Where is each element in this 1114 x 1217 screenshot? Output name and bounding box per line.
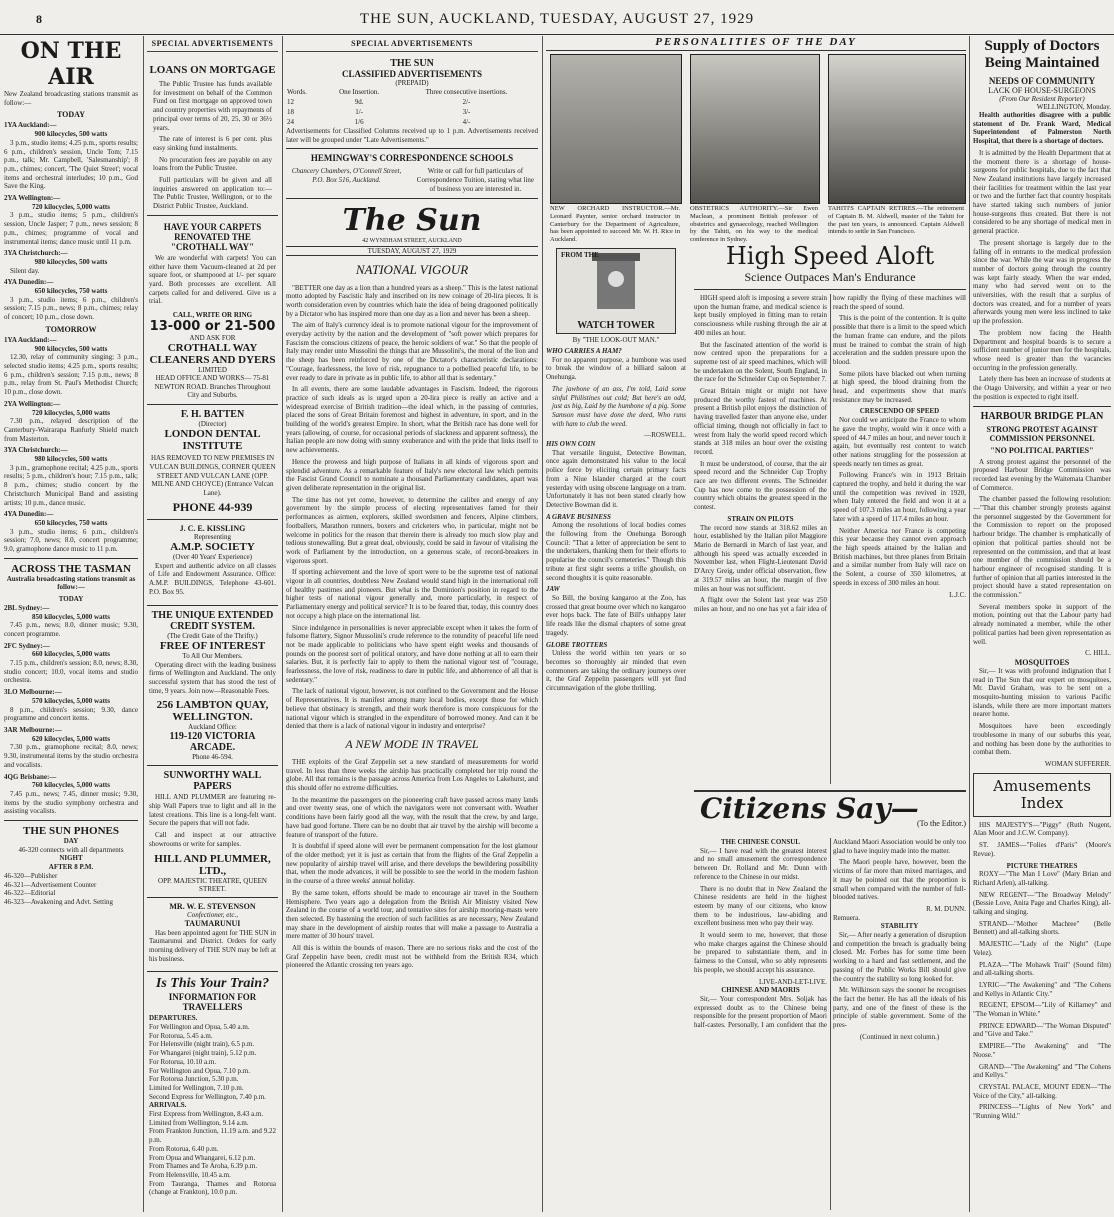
mosquitoes-heading: MOSQUITOES: [1014, 657, 1070, 667]
section-label: SPECIAL ADVERTISEMENTS: [286, 36, 538, 52]
section-label: SPECIAL ADVERTISEMENTS: [147, 36, 278, 52]
limited: LIMITED: [198, 366, 227, 375]
tower-icon: [557, 249, 675, 331]
representing: Representing: [194, 532, 231, 541]
credit-sub: (The Credit Gate of the Thrifty.): [167, 631, 258, 640]
auckland-address: 119-120 VICTORIA ARCADE.: [169, 731, 256, 754]
tasman-heading: ACROSS THE TASMAN: [11, 562, 131, 575]
doctors-title: Supply of Doctors Being Maintained: [984, 38, 1100, 71]
hemingway-title: HEMINGWAY'S CORRESPONDENCE SCHOOLS: [310, 153, 514, 164]
rates-table: Words. One Insertion. Three consecutive insertions. 12 9d. 2/- 18 1/- 3/- 24 1/6 4/-: [286, 87, 538, 127]
watch-tower-title: WATCH TOWER: [577, 320, 655, 331]
special-ads-column: [147, 36, 278, 1212]
high-speed-subtitle: Science Outpaces Man's Endurance: [744, 270, 916, 284]
kissling-name: J. C. E. KISSLING: [179, 523, 246, 533]
tomorrow-heading: TOMORROW: [45, 324, 97, 334]
citizens-header: [700, 792, 966, 828]
stevenson-text: Has been appointed agent for THE SUN in Taumarunui and District. Orders for early morning delivery of THE SUN may be left at his business.: [149, 928, 277, 963]
high-speed-text: HIGH speed aloft is imposing a severe strain upon the human frame, and medical science is kept busily employed in fitting man to retain consciousness while rushing through the air at 400 miles an hour. But the fascinated attention of the world is now centred upon the preparations for a supreme test of air speed machines, which will be undertaken on the Solent, South England, in the race for the Schneider Cup on September 7. Great Britain might or might not have produced the worthy fastest of machines. At present a British pilot enjoys the distinction of having travelled faster than anyone else, under official timing, though not officially in fact to wrest from Italy the world speed record which stands at 318 miles an hour over the existing record. It must be understood, of course, that the air speed record and the Schneider Cup Trophy race are two different events. The Schneider Cup has now come to the possession of the country which obtains the greatest speed in the contest. STRAIN ON PILOTS The record now stands at 318.62 miles an hour, established by the Italian pilot Maggiore Mario de Bernardi in March of last year, and although his speed was actually exceeded in November last, when Flight-Lieutenant David D'Arcy Greig, under official observation, flew at 319.57 miles an hour, the margin of five miles an hour was not sufficient. A flight over the Solent last year was 250 miles an hour, and no one has yet a fair idea of how rapidly the flying of these machines will reach the speed of sound. This is the point of the contention. It is quite possible that there is a limit to the speed which the human frame can endure, and the pilots must be trained to combat the strain of high acceleration and the sudden pressure upon the blood. Some pilots have blacked out when turning at high speed, the blood draining from the head, and experiments show that man's resistance may be increased. CRESCENDO OF SPEED Nor could we anticipate the France to whom he gave the trophy, would win it once with a speed of 44.7 miles an hour, and never touch it again, but eventually rest content to watch other nations struggling for the possession at speeds nearly ten times as great. Following France's win in 1913 Britain captured the trophy, and held it during the war until the competition was revived in 1920, when Italy entered the field and won it at a speed of 107.3 miles an hour, following a year later with a speed of 117.4 miles an hour. Neither America nor France is competing this year because they cannot even approach the high speeds attained by the Italian and British machines, but three planes from Britain and a similar number from Italy will race on the Solent, a course of 350 kilometres, at speeds in excess of 300 miles an hour. L.J.C.: [694, 294, 966, 613]
stevenson-sub: Confectioner, etc.,: [187, 910, 238, 919]
citizens-letters: THE CHINESE CONSUL Sir,— I have read with the greatest interest and no small amusement the correspondence between Dr. Rolland and Mr. Dunn with reference to the Chinese in our midst. There is no doubt that in New Zealand the Chinese residents are held in the highest esteem by many of our citizens, who know them to be industrious, law-abiding and excellent business men who pay their way. It would seem to me, however, that those who make charges against the Chinese should be prepared to substantiate them, and in fairness to the Consul, who so ably represents his people, we should accept his assurance. LIVE-AND-LET-LIVE. CHINESE AND MAORIS Sir,— Your correspondent Mrs. Soljak has expressed doubt as to the Chinese being responsible for the present proportion of Maori half-castes. Personally, I am confident that the Auckland Maori Association would be only too glad to have inquiry made into the matter. The Maori people have, however, been the victims of far more than mixed marriages, and it may be pointed out that the proportion is small when compared with the number of full-blooded natives. R. M. DUNN. Remuera. STABILITY Sir,— After nearly a generation of disruption and competition the breach is gradually being closed. Mr. Forbes has for some time been working to a hard and fast settlement, and the passing of the Public Works Bill should give the country the stability so long looked for. Mr. Wilkinson says the sooner he recognises the fact the better. He has all the ideals of his party, and one of the finest of these is the principle of stable government. Some of the pres- (Continued in next column.): [694, 838, 966, 1041]
maclean-photo: [690, 54, 820, 204]
sunworthy-text: HILL AND PLUMMER are featuring re-ship Wall Papers true to light and all in the latest creations. This line is a long-felt want. Secure the papers that will not fade. Call and inspect at our attractive showrooms or write for samples.: [149, 793, 276, 848]
column-rule: [143, 36, 144, 1212]
masthead: THE SUN, AUCKLAND, TUESDAY, AUGUST 27, 1929: [359, 11, 755, 27]
credit-title: THE UNIQUE EXTENDED CREDIT SYSTEM.: [151, 609, 274, 632]
intro: New Zealand broadcasting stations transmit as follow:—: [4, 90, 138, 107]
train-title: Is This Your Train?: [155, 976, 270, 992]
personalities-banner: PERSONALITIES OF THE DAY: [546, 36, 966, 51]
no-political: "NO POLITICAL PARTIES": [990, 445, 1094, 455]
director: (Director): [198, 420, 227, 429]
byline: By "THE LOOK-OUT MAN.": [572, 336, 660, 344]
call-write-ring: CALL, WRITE OR RING: [172, 311, 253, 320]
editorial-column: [286, 36, 538, 1212]
amusements-box: [973, 773, 1111, 817]
stevenson-town: TAUMARUNUI: [184, 918, 241, 928]
sun-phones-heading: THE SUN PHONES: [23, 825, 119, 838]
amp-sub: (Over 40 Years' Experience): [172, 552, 252, 561]
paynter-caption: NEW ORCHARD INSTRUCTOR.—Mr. Leonard Paynter, senior orchard instructor in Canterbury for the Department of Agriculture, has been appointed to succeed Mr. W. H. Rice in Auckland.: [550, 205, 680, 244]
from-the: FROM THE: [561, 251, 599, 259]
classified-note: Advertisements for Classified Columns received up to 1 p.m. Advertisements received later will be grouped under "Late Advertisements.": [286, 127, 538, 144]
high-speed-header: [694, 242, 966, 290]
aldwell-caption: TAHITI'S CAPTAIN RETIRES.—The retirement of Captain B. M. Aldwell, master of the Tahiti for the past ten years, is announced. Captain Aldwell intends to settle in San Francisco.: [828, 205, 964, 236]
sunworthy-title: SUNWORTHY WALL PAPERS: [163, 770, 262, 793]
mosquitoes-text: Sir,— It was with profound indignation that I read in The Sun that our expert on mosquitoes, Mr. David Graham, was to be sent on a mosquito-hunting mission to various Pacific islands, while there are more important matters nearer home. Mosquitoes have been exceedingly troublesome in many of our suburbs this year, and nothing has been done by the authorities to combat them. WOMAN SUFFERER.: [973, 666, 1111, 768]
credit-to: To All Our Members.: [182, 651, 243, 660]
loans-text: The Public Trustee has funds available for investment on behalf of the Common Fund on first mortgage on approved town and country properties with repayments of principal over terms of 20, 25, 30 or 36½ years. The rate of interest is 6 per cent. plus easy sinking fund instalments. No procuration fees are payable on any loans from the Public Trustee. Full particulars will be given and all inquiries answered on application to:— The Public Trustee, Wellington, or to the District Public Trustee, Auckland.: [153, 80, 272, 211]
page-number: 8: [36, 12, 42, 26]
watch-tower-column: [546, 246, 686, 1211]
citizens-title: Citizens Say—: [700, 792, 919, 825]
strong-protest: STRONG PROTEST AGAINST COMMISSION PERSONNEL: [986, 424, 1098, 443]
needs-heading: NEEDS OF COMMUNITY: [988, 76, 1096, 86]
editorial-title: NATIONAL VIGOUR: [355, 261, 469, 277]
table-row: 18 1/- 3/-: [287, 108, 471, 116]
on-the-air-title: ON THE AIR: [20, 38, 122, 90]
watch-tower-logo: [556, 248, 676, 334]
editorial-text: "BETTER one day as a lion than a hundred years as a sheep." This is the latest national motto adopted by Fascistic Italy and inscribed on its new coinage of 20-lira pieces. It is worth consideration even by countries which hate the idea of being dragooned politically by a Dictator who has inspired more than one day as a lion and never has been a sheep. The aim of Italy's currency ideal is to promote national vigour for the improvement of everyday activity by the nation and the development of "soft power which prepares for Fascism the conscious citizens of peace, the heroic soldiers of war." So that the people of Italy may render unto Mussolini the things that are Mussolini's, the moral of the lion and the sheep has been reinforced by one of the Dictator's characteristic declarations: "Courage, fearlessness, the love of risk, repugnance to a potbellied peaceful life, to be ever ready to dare in private as in public life, to abhor all that is sedentary." In all events, there are some laudable advantages in Fascism. Indeed, the rigorous practice of such ideals as is urged upon a 20-lira piece is really an active and a widespread exercise of British tradition—the ideal which, in the passing of centuries, placed the sons of Great Britain foremost and highest in adventure, in sport, and in the building of the world's greatest Empire. In short, what the British race has done well for years (allowing, of course, for occasional periods of slackness and apparent softness), the Italian people are now doing with sunny exuberance and with the pride that links itself to new achievements. Hence the prowess and high purpose of Italians in all kinds of vigorous sport and splendid adventure. As a remarkable feature of Italy's new electoral law which permits the Fascist Grand Council to nominate a thousand Parliamentary candidates, apart was given deliberate representation in the original list. The time has not yet come, however, to determine the calibre and energy of any government by the simple process of electing representatives famed for their performances as airmen, explorers, skilled swordsmen and fencers, Alpine climbers, footballers, Marathon runners, boxers and cricketers who, in particular, might not be welcome in politics for the reason that therein there is already too much slow play and tedious stonewalling. But a great deal, obviously, could be said in favour of vitalising the work of Parliament by the introduction, on a generous scale, of record-breakers in vigorous sport. If sporting achievement and the love of sport were to be the supreme test of national vigour in all countries, doubtless New Zealand would stand high in the international roll of healthy pastimes and pioneers. But what is the Dominion's position in regard to the higher tests of national vigour generally and, more particularly, in respect of Parliamentary energy and political service? It is to be feared that, today, this country does not occupy a high place on the international list. Since indulgence in personalities is never appreciable except when it takes the form of fulsome flattery, Signor Mussolini's crude reference to the rotundity of peaceful life need not be made applicable to politicians who have spent eight weeks and thousands of pounds on the poorest sort of political oratory, and have done nothing at all to earn their salaries. But, it is perfectly fair to apply to them the national vigour test of "courage, fearlessness, the love of risk, readiness to dare in public life, and abhorrence of all that is sedentary." The lack of national vigour, however, is not confined to the Government and the House of Representatives. It is manifest among many local bodies, except those for which believe that obstinacy is strength, and their work therefore is more conspicuous for the national vigour which is strangled in the expenditure of borrowed money. And can it be denied that there is a lack of national vigour in industry and enterprise?: [286, 283, 538, 731]
column-rule: [542, 36, 543, 1212]
hill-plummer: HILL AND PLUMMER, LTD.,: [154, 852, 271, 877]
aldwell-photo: [828, 54, 966, 204]
page-header: [0, 0, 1114, 35]
travel-text: THE exploits of the Graf Zeppelin set a new standard of measurements for world travel. In less than three weeks the airship has practically completed her trip round the globe. All that remains is the passage across America from Los Angeles to Lakehurst, and this should offer no extreme difficulties. In the meantime the passengers on the pioneering craft have passed across many lands and over twenty seas, one of which the navigators were not conversant with. Weather conditions have been fairly good all the way, with the result that the crew, by and large, have had good fortune. There can be no doubt that air travel by the airship will become a feature of transport of the future. It is doubtful if speed alone will ever be permanent compensation for the lost glamour of the older method; yet it is just as certain that from the flights of the Graf Zeppelin a new popularity of airship travel will arise, and there develops the bewildering possibility that, when the mode advances, it will be possible to see the world in the modern fashion in the course of a three weeks' annual holiday. By the same token, efforts should be made to encourage air travel in the Southern Hemisphere. Two years ago a delegation from the British Air Ministry visited New Zealand in the course of a world tour, and tentative sites for airship mooring-masts were then selected. By hastening the erection of such facilities as are necessary, New Zealand may share in the development of airship routes that will make a passage to Australia a mere matter of 30 hours' travel. All this is within the bounds of reason. There are no serious risks and the cost of the Graf Zeppelin have been, credit must not be withheld from the British R34, which pioneered the Atlantic crossing ten years ago.: [286, 757, 538, 970]
ask-for: AND ASK FOR: [189, 334, 236, 343]
amusements-list: HIS MAJESTY'S—"Piggy" (Ruth Nugent, Alan Moor and J.C.W. Company). ST. JAMES—"Folies d'Paris" (Moore's Revue). PICTURE THEATRES ROXY—"The Man I Love" (Mary Brian and Richard Arlen), all-talking. NEW REGENT—"The Broadway Melody" (Bessie Love, Anita Page and Charles King), all-talking and singing. STRAND—"Mother Machree" (Belle Bennett) and all-talking shorts. MAJESTIC—"Lady of the Night" (Lupe Velez). PLAZA—"The Mohawk Trail" (Sound film) and all-talking shorts. LYRIC—"The Awakening" and "The Cohens and Kellys in Atlantic City." REGENT, EPSOM—"Lily of Killarney" and "The Woman in White." PRINCE EDWARD—"The Woman Disputed" and "Give and Take." EMPIRE—"The Awakening" and "The Noose." GRAND—"The Awakening" and "The Cohens and Kellys." CRYSTAL PALACE, MOUNT EDEN—"The Voice of the City," all-talking. PRINCESS—"Lights of New York" and "Running Wild.": [973, 820, 1111, 1121]
amp-society: A.M.P. SOCIETY: [170, 540, 255, 553]
dental-phone: PHONE 44-939: [172, 499, 253, 514]
amp-text: Expert and authentic advice on all classes of Life and Endowment Assurance. Office: A.M.P. BUILDINGS, Telephone 43-601. P.O. Box 95.: [149, 561, 276, 596]
sun-phones: DAY 46-320 connects with all departments NIGHT AFTER 8 P.M. 46-320—Publisher 46-321—Advertisement Counter 46-322—Editorial 46-323—Awakening and Advt. Setting: [4, 837, 124, 906]
train-timetable: DEPARTURES. For Wellington and Opua, 5.40 a.m. For Rotorua, 5.45 a.m. For Helensville (night train), 6.5 p.m. For Whangarei (night train), 5.12 p.m. For Rotorua, 10.10 a.m. For Wellington and Opua, 7.10 p.m. For Rotorua Junction, 5.30 p.m. Limited for Wellington, 7.10 p.m. Second Express for Wellington, 7.40 p.m. ARRIVALS. First Express from Wellington, 8.43 a.m. Limited from Wellington, 9.14 a.m. From Frankton Junction, 11.19 a.m. and 9.22 p.m. From Rotorua, 6.40 p.m. From Opua and Whangarei, 6.12 p.m. From Thames and Te Aroha, 6.39 p.m. From Helensville, 10.45 a.m. From Tauranga, Thames and Rotorua (change at Frankton), 10.0 p.m.: [149, 1014, 276, 1197]
lack-heading: LACK OF HOUSE-SURGEONS: [988, 86, 1096, 95]
paynter-photo: [550, 54, 682, 204]
works-address: HEAD OFFICE AND WORKS— 75-81 NEWTON ROAD. Branches Throughout City and Suburbs.: [154, 374, 271, 400]
crothall-name: CROTHALL WAY CLEANERS AND DYERS: [149, 342, 276, 367]
prepaid: (PREPAID): [395, 79, 429, 87]
hill-plummer-address: OPP. MAJESTIC THEATRE, QUEEN STREET.: [158, 876, 267, 893]
carpets-title: HAVE YOUR CARPETS RENOVATED THE "CROTHALL WAY": [163, 221, 262, 252]
travel-title: A NEW MODE IN TRAVEL: [345, 736, 479, 751]
doctors-text: Health authorities disagree with a public statement of Dr. Frank Ward, Medical Superintendent of Palmerston North Hospital, that there is a shortage of doctors. It is admitted by the Health Department that at the moment there is a shortage of house-surgeons for public hospitals, due to the fact that New Zealand institutions have largely increased their facilities for treatment within the last year or two and the further fact that country hospitals have started taking such numbers of junior house-surgeons thus created. But there is not considered to be any shortage of medical men in general practice. The present shortage is largely due to the falling off in entrants to the medical profession since the war. While the war was in progress the number of doctors going through the country was kept fairly steady. When the war ended, many who had served went on to the universities, with the result that a surplus of doctors was created, and for a number of years afterwards young men were less inclined to take up the profession. The problem now facing the Health Department and hospital boards is to secure a sufficient number of junior men for the hospitals, whose need is greater than the vacancies occurring in the profession generally. Lately there has been an increase of students at the Otago University, and within a year or two the position is expected to right itself.: [973, 111, 1111, 401]
classified-title: THE SUN: [390, 58, 434, 69]
maclean-caption: OBSTETRICS AUTHORITY.—Sir Ewen Maclean, a prominent British professor of obstetrics and gynaecology, reached Wellington by the Tahiti, on his way to the medical conference in Sydney.: [690, 205, 818, 244]
auckland-office: Auckland Office:: [188, 723, 237, 732]
batten-name: F. H. BATTEN: [180, 409, 245, 421]
to-editor: (To the Editor.): [917, 819, 966, 828]
column-rule: [969, 36, 970, 1212]
credit-address: 256 LAMBTON QUAY, WELLINGTON.: [156, 699, 269, 724]
harbour-title: HARBOUR BRIDGE PLAN: [980, 410, 1104, 422]
loans-title: LOANS ON MORTGAGE: [149, 64, 276, 76]
paper-nameplate: The Sun: [342, 202, 482, 238]
tasman-schedule: Australia broadcasting stations transmit as follow:— TODAY 2BL Sydney:— 850 kilocycles, 5,000 watts 7.45 p.m., news; 8.0, dinner music; 9.30, concert programme. 2FC Sydney:— 660 kilocycles, 5,000 watts 7.15 p.m., children's session; 8.0, news; 8.30, studio concert; 10.0, vocal items and studio orchestra. 3LO Melbourne:— 570 kilocycles, 5,000 watts 8 p.m., children's session; 9.30, dance programme and concert items. 3AR Melbourne:— 620 kilocycles, 5,000 watts 7.30 p.m., gramophone recital; 8.0, news; 9.30, instrumental items by the studio orchestra and vocalists. 4QG Brisbane:— 760 kilocycles, 5,000 watts 7.45 p.m., news; 7.45, dinner music; 9.30, items by the studio symphony orchestra and assisting vocalists.: [4, 574, 138, 816]
reporter-line: (From Our Resident Reporter): [999, 95, 1085, 103]
dental-institute: LONDON DENTAL INSTITUTE: [164, 428, 261, 453]
train-info: INFORMATION FOR TRAVELLERS: [168, 992, 257, 1013]
dental-text: HAS REMOVED TO NEW PREMISES IN VULCAN BUILDINGS, CORNER QUEEN STREET AND VULCAN LANE (OPP. MILNE AND CHOYCE) (Entrance Vulcan Lane).: [149, 454, 276, 497]
carpets-text: We are wonderful with carpets! You can either have them Vacuum-cleaned at 2d per square foot, or shampooed at 1/- per square yard. Both processes are excellent. All carpets called for and delivered. Give us a trial.: [149, 253, 276, 306]
tomorrow-schedule: 1YA Auckland:— 900 kilocycles, 500 watts 12.30, relay of community singing; 3 p.m., selected studio items; 4.25 p.m., sports results; 6 p.m., children's session; 7.15 p.m., news; 8 p.m., relay from St. Paul's Methodist Church; 10 p.m., close down. 2YA Wellington:— 720 kilocycles, 5,000 watts 7.30 p.m., relayed description of the Canterbury-Wairarapa Ranfurly Shield match from Masterton. 3YA Christchurch:— 980 kilocycles, 500 watts 3 p.m., gramophone recital; 4.25 p.m., sports results; 5 p.m., children's hour; 7.15 p.m., talk; 8 p.m., chimes; studio concert by the Christchurch Municipal Band and assisting artists; 10 p.m., dance music. 4YA Dunedin:— 650 kilocycles, 750 watts 3 p.m., studio items; 6 p.m., children's session; 7.0, news; 8.0, concert programme; 9.0, gramophone dance music to 11 p.m.: [4, 335, 138, 554]
credit-text: Operating direct with the leading business firms of Wellington and Auckland. The only successful system that has stood the test of time, 9 years. Join now—Reasonable Fees.: [149, 660, 276, 695]
auckland-phone: Phone 46-594.: [192, 753, 233, 762]
high-speed-title: High Speed Aloft: [725, 242, 935, 270]
table-row: 24 1/6 4/-: [287, 118, 471, 126]
on-the-air-column: [4, 36, 138, 1212]
dateline: WELLINGTON, Monday.: [1036, 103, 1111, 111]
hemingway-ad: Chancery Chambers, O'Connell Street, P.O. Box 516, Auckland. Write or call for full particulars of Correspondence Tuition, stating what line of business you are interested in.: [291, 167, 535, 193]
watch-tower-text: WHO CARRIES A HAM? For no apparent purpose, a humbone was used to break the window of a billiard saloon at Onehunga. The jawbone of an ass, I'm told, Laid some sinful Philistines out cold; But here's an odd, just as big, Laid by the humbone of a pig. Some Samson must have done the deed, Who runs with ham to club the weed. —ROSWELL. HIS OWN COIN That versatile linguist, Detective Bowman, once again demonstrated his value to the local police force by eliciting certain primary facts from a Niue Islander charged at the court yesterday with using obscene language on a tram. Unfortunately it has not been stated clearly how Detective Bowman did it. A GRAVE BUSINESS Among the resolutions of local bodies comes the following from the Onehunga Borough Council: "That a letter of appreciation be sent to the undertakers, thanking them for their efforts to popularise the council's cemeteries." Though this tribute at first sight seems a trifle ghoulish, on second thoughts it is quite reasonable. JAW So Bill, the boxing kangaroo at the Zoo, has crossed that great bourne over which no kangaroo ever hops back. The fate of Bill's unhappy later life reads like the dismal chapters of some great tragedy. GLOBE TROTTERS Unless the world within ten years or so becomes so thoroughly air minded that even commoners are taking the ordinary journeys over it, the Graf Zeppelin passengers will yet find circumnavigation of the globe thrilling.: [546, 347, 686, 693]
today-heading: TODAY: [56, 110, 85, 120]
harbour-text: A strong protest against the personnel of the proposed Harbour Bridge Commission was recorded last evening by the Waitemata Chamber of Commerce. The chamber passed the following resolution:—"That this chamber strongly protests against the personnel suggested by the Government for the Commission to report on the proposed harbour bridge. The chamber is emphatically of opinion that political parties should not be represented on the commission, and that at least one member of the commission should be a harbour engineer of recognised standing. It is further of opinion that all parties interested in the project should have a stated representation on the commission." Several members spoke in support of the motion, pointing out that the Labour party had already nominated a member, while the other political parties had been given representation as well. C. HILL.: [973, 457, 1111, 658]
column-rule: [282, 36, 283, 1212]
phone-numbers: 13-000 or 21-500: [149, 319, 276, 335]
today-schedule: 1YA Auckland:— 900 kilocycles, 500 watts 3 p.m., studio items; 4.25 p.m., sports results; 6 p.m., children's session, Uncle Tom; 7.15 p.m., talk; Mr. Campbell, 'Salesmanship'; 8 p.m., chimes; concert, 'The Quiet Street'; vocal items and orchestral interludes; 10 p.m., God Save the King. 2YA Wellington:— 720 kilocycles, 5,000 watts 3 p.m., studio items; 5 p.m., children's session, Uncle Jasper; 7 p.m., news session; 8 p.m., chimes; programme of vocal and instrumental items; dance music until 11 p.m. 3YA Christchurch:— 980 kilocycles, 500 watts Silent day. 4YA Dunedin:— 650 kilocycles, 750 watts 3 p.m., studio items; 6 p.m., children's session; 7.15 p.m., news; 8 p.m., chimes; relay of concert; 10 p.m., close down.: [4, 121, 138, 322]
right-column: [973, 36, 1111, 1212]
classified-sub: CLASSIFIED ADVERTISEMENTS: [342, 69, 482, 79]
paper-date: TUESDAY, AUGUST 27, 1929: [286, 246, 538, 256]
credit-free: FREE OF INTEREST: [159, 639, 266, 652]
amusements-title: Amusements Index: [993, 776, 1091, 812]
paper-address: 42 WYNDHAM STREET, AUCKLAND: [362, 237, 462, 244]
table-row: 12 9d. 2/-: [287, 98, 471, 106]
stevenson-name: MR. W. E. STEVENSON: [169, 901, 256, 911]
